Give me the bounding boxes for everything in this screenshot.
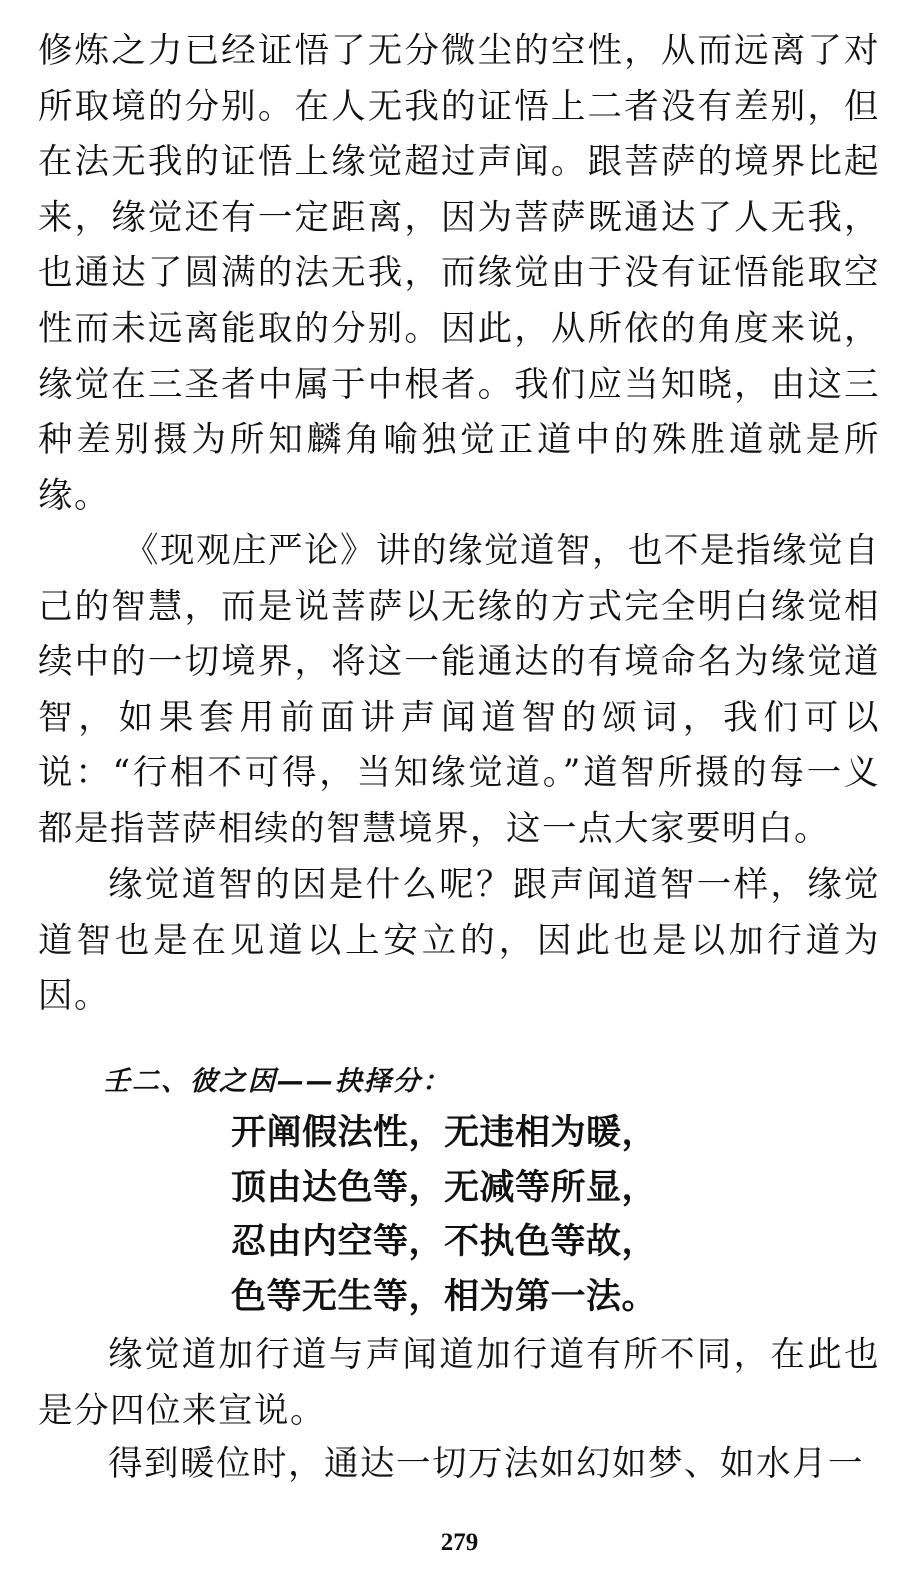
paragraph-1: 修炼之力已经证悟了无分微尘的空性，从而远离了对所取境的分别。在人无我的证悟上二者没有差别，但在法无我的证悟上缘觉超过声闻。跟菩萨的境界比起来，缘觉还有一定距离，因为菩萨既通达了人无我，也通达了圆满的法无我，而缘觉由于没有证悟能取空性而未远离能取的分别。因此，从所依的角度来说，缘觉在三圣者中属于中根者。我们应当知晓，由这三种差别摄为所知麟角喻独觉正道中的殊胜道就是所缘。 — [38, 31, 880, 516]
section-heading: 壬二、彼之因——抉择分： — [103, 1066, 451, 1097]
paragraph-2: 《现观庄严论》讲的缘觉道智，也不是指缘觉自己的智慧，而是说菩萨以无缘的方式完全明白缘觉相续中的一切境界，将这一能通达的有境命名为缘觉道智，如果套用前面讲声闻道智的颂词，我们可以说：“行相不可得，当知缘觉道。”道智所摄的每一义都是指菩萨相续的智慧境界，这一点大家要明白。 — [38, 531, 880, 849]
verse-line-3: 忍由内空等，不执色等故， — [231, 1222, 658, 1262]
verse-line-4: 色等无生等，相为第一法。 — [231, 1276, 658, 1317]
verse-line-2: 顶由达色等，无减等所显， — [231, 1167, 658, 1208]
verse-line-1: 开阐假法性，无违相为暖， — [231, 1113, 658, 1153]
paragraph-3: 缘觉道智的因是什么呢？跟声闻道智一样，缘觉道智也是在见道以上安立的，因此也是以加行道为因。 — [38, 865, 880, 1017]
page-number: 279 — [440, 1529, 479, 1556]
paragraph-4: 缘觉道加行道与声闻道加行道有所不同，在此也是分四位来宣说。 — [38, 1335, 880, 1431]
paragraph-5: 得到暖位时，通达一切万法如幻如梦、如水月一 — [108, 1444, 864, 1484]
verse-block — [231, 1106, 657, 1324]
